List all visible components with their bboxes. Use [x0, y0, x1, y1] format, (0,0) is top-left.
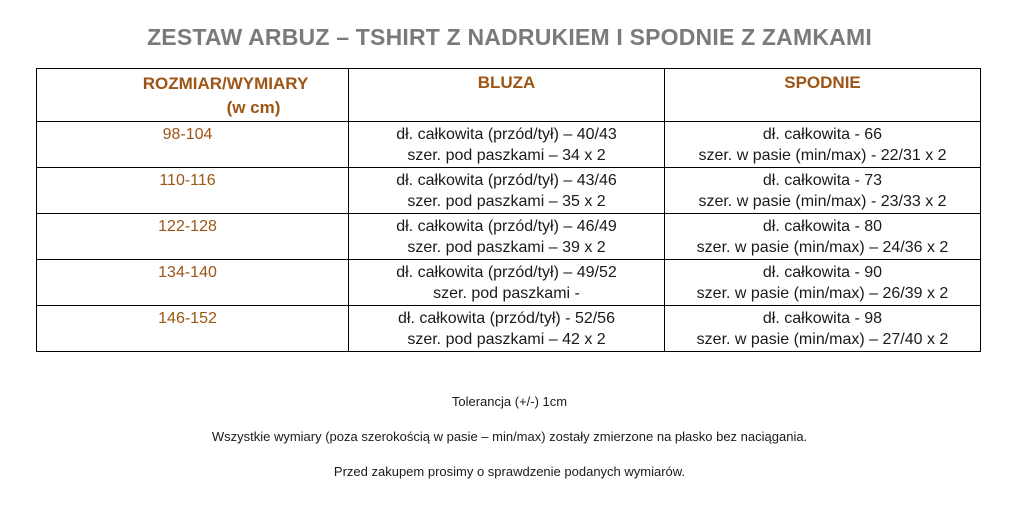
spodnie-waist: szer. w pasie (min/max) – 27/40 x 2 [696, 331, 949, 348]
bluza-length: dł. całkowita (przód/tył) - 52/56 [398, 310, 615, 327]
bluza-cell [349, 214, 665, 260]
header-bluza: BLUZA [349, 69, 665, 122]
size-value: 98-104 [162, 126, 213, 143]
spodnie-waist: szer. w pasie (min/max) – 26/39 x 2 [696, 285, 949, 302]
header-size [37, 69, 349, 122]
spodnie-cell [665, 214, 981, 260]
bluza-cell [349, 306, 665, 352]
bluza-width: szer. pod paszkami – 39 x 2 [407, 239, 606, 256]
spodnie-waist: szer. w pasie (min/max) - 22/31 x 2 [698, 147, 947, 164]
bluza-cell [349, 122, 665, 168]
size-value: 146-152 [158, 310, 217, 327]
size-value: 110-116 [159, 172, 216, 189]
table-header-row [37, 69, 981, 122]
bluza-length: dł. całkowita (przód/tył) – 43/46 [396, 172, 617, 189]
bluza-cell [349, 168, 665, 214]
spodnie-cell [665, 260, 981, 306]
spodnie-length: dł. całkowita - 73 [762, 172, 883, 189]
spodnie-length: dł. całkowita - 98 [762, 310, 883, 327]
bluza-width: szer. pod paszkami – 35 x 2 [407, 193, 606, 210]
spodnie-waist: szer. w pasie (min/max) - 23/33 x 2 [698, 193, 947, 210]
spodnie-waist: szer. w pasie (min/max) – 24/36 x 2 [696, 239, 949, 256]
spodnie-cell [665, 168, 981, 214]
size-cell [37, 168, 349, 214]
header-size-line2: (w cm) [226, 98, 281, 117]
spodnie-length: dł. całkowita - 90 [762, 264, 883, 281]
size-table [36, 68, 981, 352]
table-row [37, 168, 981, 214]
page-title: ZESTAW ARBUZ – TSHIRT Z NADRUKIEM I SPODNIE Z ZAMKAMI [147, 24, 872, 50]
header-size-line1: ROZMIAR/WYMIARY [142, 74, 309, 93]
tolerance-note: Tolerancja (+/-) 1cm [451, 394, 568, 409]
bluza-length: dł. całkowita (przód/tył) – 46/49 [396, 218, 617, 235]
size-cell [37, 260, 349, 306]
spodnie-cell [665, 306, 981, 352]
table-row [37, 306, 981, 352]
measurement-note: Wszystkie wymiary (poza szerokością w pasie – min/max) zostały zmierzone na płasko bez naciągania. [211, 429, 808, 444]
size-cell [37, 122, 349, 168]
table-row [37, 214, 981, 260]
bluza-width: szer. pod paszkami - [433, 285, 580, 302]
bluza-cell [349, 260, 665, 306]
bluza-width: szer. pod paszkami – 34 x 2 [407, 147, 606, 164]
bluza-length: dł. całkowita (przód/tył) – 49/52 [396, 264, 617, 281]
size-cell [37, 306, 349, 352]
size-value: 122-128 [158, 218, 217, 235]
spodnie-cell [665, 122, 981, 168]
table-row [37, 122, 981, 168]
check-note: Przed zakupem prosimy o sprawdzenie podanych wymiarów. [333, 464, 686, 479]
spodnie-length: dł. całkowita - 66 [762, 126, 883, 143]
bluza-length: dł. całkowita (przód/tył) – 40/43 [396, 126, 617, 143]
spodnie-length: dł. całkowita - 80 [762, 218, 883, 235]
size-value: 134-140 [158, 264, 217, 281]
size-cell [37, 214, 349, 260]
table-row [37, 260, 981, 306]
header-spodnie: SPODNIE [665, 69, 981, 122]
bluza-width: szer. pod paszkami – 42 x 2 [407, 331, 606, 348]
